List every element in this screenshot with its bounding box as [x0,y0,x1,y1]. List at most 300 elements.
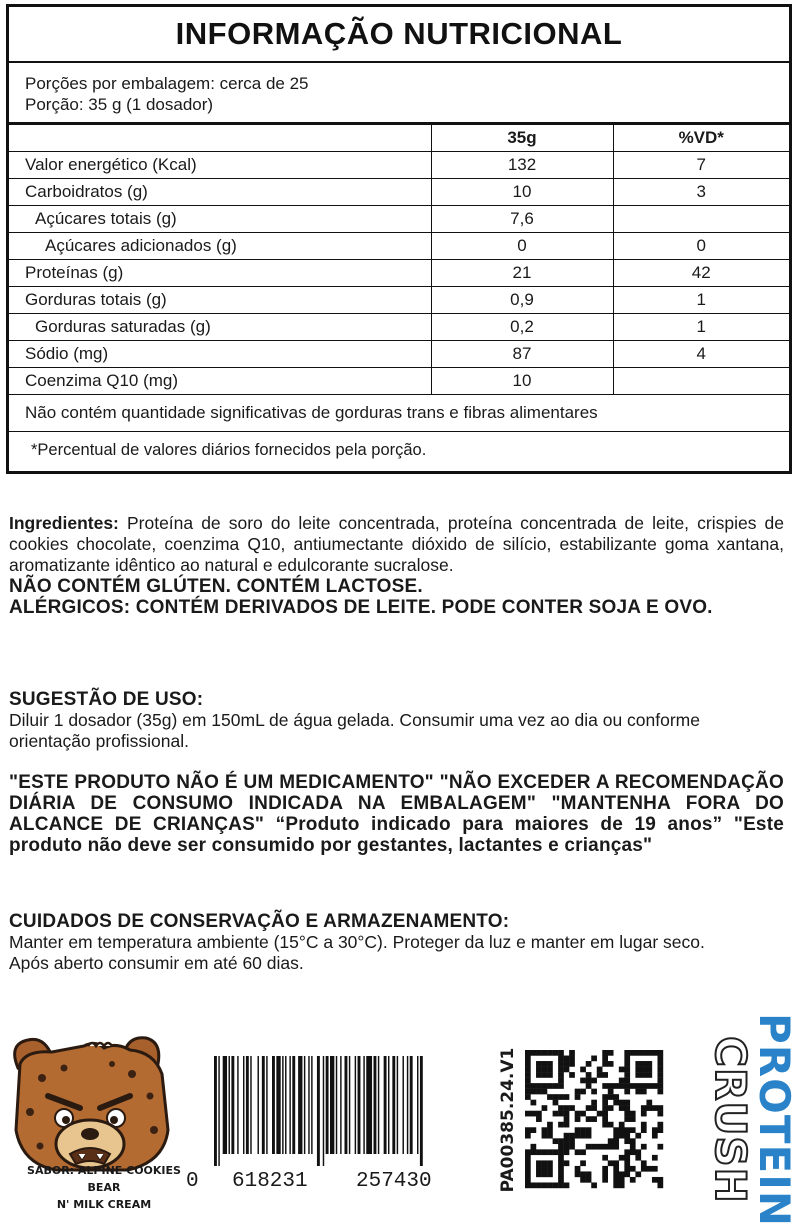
qr-module [597,1144,603,1150]
qr-module [619,1171,625,1177]
barcode-bar [326,1056,329,1154]
nutrient-qty: 0,2 [431,313,613,340]
barcode-left-digits: 618231 [232,1170,308,1193]
qr-module [542,1133,548,1139]
qr-module [591,1105,597,1111]
qr-module [586,1133,592,1139]
barcode-bar [388,1056,389,1154]
qr-module [602,1116,608,1122]
qr-module [608,1105,614,1111]
qr-module [531,1100,537,1106]
qr-module [646,1072,652,1078]
nutrient-vd: 42 [613,259,789,286]
barcode-lead-digit: 0 [186,1170,199,1193]
qr-module [564,1067,570,1073]
storage-section [9,911,784,974]
nutrient-vd [613,205,789,232]
qr-module [553,1111,559,1117]
qr-module [569,1138,575,1144]
qr-module [575,1133,581,1139]
qr-module [624,1083,630,1089]
qr-module [558,1149,564,1155]
qr-module [525,1177,531,1183]
qr-module [619,1100,625,1106]
storage-text: Manter em temperatura ambiente (15°C a 30°C). Proteger da luz e manter em lugar seco. [9,932,705,952]
qr-module [624,1160,630,1166]
qr-module [558,1067,564,1073]
qr-module [641,1144,647,1150]
qr-module [547,1050,553,1056]
ingredients-paragraph [9,513,784,576]
nutrient-label: Açúcares totais (g) [9,205,431,232]
qr-module [558,1061,564,1067]
qr-module [646,1067,652,1073]
qr-module [569,1105,575,1111]
nutrient-qty: 87 [431,340,613,367]
barcode-bar [397,1056,398,1154]
qr-module [531,1089,537,1095]
qr-module [531,1182,537,1188]
barcode-bar [237,1056,238,1154]
qr-module [542,1149,548,1155]
table-row [9,178,789,205]
qr-module [586,1177,592,1183]
qr-module [525,1056,531,1062]
barcode-bar [223,1056,227,1154]
qr-module [536,1050,542,1056]
qr-module [591,1078,597,1084]
qr-module [575,1127,581,1133]
qr-module [569,1061,575,1067]
barcode-bar [304,1056,305,1154]
qr-module [657,1089,663,1095]
qr-module [591,1100,597,1106]
qr-module [569,1056,575,1062]
barcode-bar [258,1056,259,1154]
qr-module [558,1182,564,1188]
qr-module [641,1050,647,1056]
barcode-bar [336,1056,337,1154]
qr-module [608,1144,614,1150]
table-row [9,205,789,232]
nutrient-vd: 3 [613,178,789,205]
cookie-bear-mascot-icon [4,1034,176,1174]
qr-module [525,1133,531,1139]
qr-module [564,1061,570,1067]
qr-module [652,1105,658,1111]
qr-module [580,1160,586,1166]
qr-module [525,1078,531,1084]
qr-module [608,1083,614,1089]
qr-module [630,1083,636,1089]
qr-module [564,1122,570,1128]
qr-module [564,1160,570,1166]
table-row [9,340,789,367]
qr-module [613,1166,619,1172]
nutrition-title: INFORMAÇÃO NUTRICIONAL [9,7,789,63]
qr-module [586,1127,592,1133]
qr-module [657,1127,663,1133]
qr-module [586,1105,592,1111]
nutrient-qty: 132 [431,151,613,178]
qr-module [542,1072,548,1078]
barcode-right-digits: 257430 [356,1170,432,1193]
flavor-line-1: SABOR: ALPINE COOKIES BEAR [27,1164,181,1194]
qr-module [580,1127,586,1133]
qr-module [641,1166,647,1172]
qr-module [624,1171,630,1177]
nutrient-vd: 1 [613,313,789,340]
qr-module [536,1111,542,1117]
barcode-bar [292,1056,295,1154]
qr-module [525,1072,531,1078]
qr-module [602,1144,608,1150]
qr-module [558,1122,564,1128]
qr-module [602,1050,608,1056]
brand-logo [706,1013,799,1227]
barcode-bar [384,1056,387,1154]
qr-module [564,1138,570,1144]
allergen-notice: ALÉRGICOS: CONTÉM DERIVADOS DE LEITE. PODE CONTER SOJA E OVO. [9,597,713,618]
warning-text: "ESTE PRODUTO NÃO É UM MEDICAMENTO" "NÃO EXCEDER A RECOMENDAÇÃO DIÁRIA DE CONSUMO INDICADA NA EMBALAGEM" "MANTENHA FORA DO ALCANCE DE CRIANÇAS" “Produto indicado para maiores de 19 anos” "Este produto não deve ser consumido por gestantes, lactantes e crianças" [9,772,784,856]
qr-module [564,1144,570,1150]
qr-module [635,1083,641,1089]
qr-module [652,1050,658,1056]
qr-module [536,1116,542,1122]
qr-module [646,1061,652,1067]
qr-module [635,1067,641,1073]
barcode-bar [363,1056,364,1154]
qr-module [553,1100,559,1106]
qr-module [608,1094,614,1100]
qr-module [619,1155,625,1161]
qr-module [652,1133,658,1139]
qr-module [641,1105,647,1111]
qr-module [558,1094,564,1100]
brand-line-2: CRUSH [706,1036,755,1204]
qr-module [580,1171,586,1177]
qr-module [525,1149,531,1155]
qr-module [657,1072,663,1078]
barcode-bar [340,1056,341,1154]
qr-module [619,1083,625,1089]
qr-module [531,1144,537,1150]
nutrient-label: Valor energético (Kcal) [9,151,431,178]
qr-module [602,1105,608,1111]
qr-module [624,1089,630,1095]
qr-module [602,1177,608,1183]
qr-module [619,1182,625,1188]
qr-module [542,1061,548,1067]
qr-module [536,1089,542,1095]
qr-module [558,1138,564,1144]
qr-module [591,1089,597,1095]
qr-module [542,1127,548,1133]
qr-module [553,1149,559,1155]
qr-module [641,1160,647,1166]
qr-module [580,1067,586,1073]
barcode-bar [311,1056,312,1154]
qr-module [536,1067,542,1073]
qr-module [652,1166,658,1172]
qr-module [564,1149,570,1155]
qr-module [558,1050,564,1056]
ingredients-label: Ingredientes: [9,513,119,533]
qr-module [624,1111,630,1117]
barcode-bar [378,1056,379,1154]
barcode-bar [214,1056,217,1166]
qr-module [542,1067,548,1073]
qr-code-icon [523,1050,689,1188]
qr-module [602,1122,608,1128]
vd-footnote: *Percentual de valores diários fornecidos pela porção. [31,440,427,459]
qr-module [624,1116,630,1122]
qr-module [641,1067,647,1073]
flavor-label [24,1162,184,1213]
qr-module [575,1166,581,1172]
qr-module [624,1166,630,1172]
qr-module [586,1061,592,1067]
table-row [9,232,789,259]
nutrition-facts-table [6,4,792,474]
qr-module [630,1116,636,1122]
qr-module [575,1111,581,1117]
qr-module [575,1171,581,1177]
qr-module [586,1083,592,1089]
qr-module [547,1072,553,1078]
qr-module [646,1166,652,1172]
qr-module [630,1177,636,1183]
qr-module [580,1133,586,1139]
nutrient-label: Açúcares adicionados (g) [9,232,431,259]
serving-size: Porção: 35 g (1 dosador) [25,95,214,114]
qr-module [624,1138,630,1144]
qr-module [646,1050,652,1056]
qr-module [553,1083,559,1089]
qr-module [657,1067,663,1073]
flavor-line-2: N' MILK CREAM [56,1198,152,1211]
qr-module [558,1160,564,1166]
usage-title: SUGESTÃO DE USO: [9,689,204,710]
qr-module [586,1072,592,1078]
qr-module [558,1166,564,1172]
barcode-bar [229,1056,230,1154]
barcode-bar [243,1056,244,1154]
qr-module [608,1050,614,1056]
qr-module [547,1133,553,1139]
qr-module [641,1061,647,1067]
qr-module [624,1061,630,1067]
qr-module [586,1116,592,1122]
barcode-bar [317,1056,320,1166]
qr-module [547,1171,553,1177]
brand-line-1: PROTEIN [750,1013,799,1227]
qr-module [536,1171,542,1177]
nutrient-label: Proteínas (g) [9,259,431,286]
qr-module [536,1160,542,1166]
qr-module [652,1127,658,1133]
qr-module [547,1061,553,1067]
serving-info [9,63,789,125]
qr-module [525,1083,531,1089]
qr-module [613,1171,619,1177]
qr-module [635,1050,641,1056]
qr-module [602,1155,608,1161]
qr-module [635,1171,641,1177]
qr-module [652,1155,658,1161]
qr-module [657,1111,663,1117]
qr-module [602,1111,608,1117]
qr-module [652,1083,658,1089]
qr-module [619,1105,625,1111]
ingredients-section [9,513,784,618]
qr-module [630,1050,636,1056]
nutrient-qty: 10 [431,178,613,205]
table-note-row [9,394,789,431]
qr-module [564,1182,570,1188]
qr-module [564,1116,570,1122]
qr-module [564,1133,570,1139]
qr-module [641,1083,647,1089]
nutrient-qty: 0 [431,232,613,259]
qr-module [608,1160,614,1166]
qr-module [558,1155,564,1161]
qr-module [553,1182,559,1188]
qr-module [624,1133,630,1139]
barcode-bar [366,1056,372,1154]
qr-module [564,1094,570,1100]
qr-module [646,1105,652,1111]
table-row [9,367,789,394]
qr-module [641,1072,647,1078]
qr-module [624,1078,630,1084]
qr-module [602,1072,608,1078]
qr-module [525,1094,531,1100]
barcode-bar [358,1056,361,1154]
barcode-bar [330,1056,334,1154]
nutrient-qty: 21 [431,259,613,286]
qr-module [542,1089,548,1095]
qr-module [613,1127,619,1133]
barcode-bar [345,1056,348,1154]
barcode-bar [298,1056,302,1154]
barcode-bar [349,1056,350,1154]
qr-module [624,1155,630,1161]
qr-module [542,1166,548,1172]
qr-module [525,1166,531,1172]
qr-module [558,1171,564,1177]
qr-module [547,1182,553,1188]
storage-opened-text: Após aberto consumir em até 60 dias. [9,953,304,973]
qr-module [602,1100,608,1106]
qr-module [630,1111,636,1117]
qr-module [630,1127,636,1133]
qr-module [525,1089,531,1095]
qr-module [525,1171,531,1177]
qr-module [553,1138,559,1144]
qr-module [635,1089,641,1095]
qr-module [619,1133,625,1139]
qr-module [630,1149,636,1155]
qr-module [586,1171,592,1177]
qr-module [547,1083,553,1089]
warning-section [9,772,784,856]
qr-module [558,1072,564,1078]
nutrient-vd: 1 [613,286,789,313]
barcode-bar [289,1056,290,1154]
barcode-bar [355,1056,356,1154]
qr-module [525,1061,531,1067]
qr-module [608,1122,614,1128]
ingredients-text: Proteína de soro do leite concentrada, proteína concentrada de leite, crispies de cookies chocolate, coenzima Q10, antiumectante dióxido de silício, estabilizante goma xantana, aromatizante idêntico ao natural e edulcorante sucralose. [9,513,784,575]
barcode-bar [407,1056,408,1154]
qr-module [536,1149,542,1155]
qr-module [657,1083,663,1089]
nutrient-table [9,125,789,432]
qr-module [580,1149,586,1155]
barcode-bar [272,1056,275,1154]
gluten-lactose-notice: NÃO CONTÉM GLÚTEN. CONTÉM LACTOSE. [9,576,423,597]
qr-module [613,1100,619,1106]
barcode-bar [266,1056,267,1154]
qr-module [652,1177,658,1183]
qr-module [613,1083,619,1089]
qr-module [547,1160,553,1166]
qr-module [635,1133,641,1139]
qr-module [531,1083,537,1089]
qr-module [619,1177,625,1183]
barcode-bar [282,1056,283,1154]
qr-module [608,1061,614,1067]
qr-module [525,1127,531,1133]
qr-module [641,1089,647,1095]
nutrient-label: Coenzima Q10 (mg) [9,367,431,394]
usage-text: Diluir 1 dosador (35g) em 150mL de água gelada. Consumir uma vez ao dia ou conforme orientação profissional. [9,710,700,751]
qr-module [558,1177,564,1183]
qr-module [657,1050,663,1056]
qr-module [558,1105,564,1111]
qr-module [564,1111,570,1117]
qr-module [613,1160,619,1166]
nutrient-qty: 10 [431,367,613,394]
barcode-bar [262,1056,265,1154]
barcode-bar [403,1056,404,1154]
barcode-bar [410,1056,413,1154]
qr-module [641,1127,647,1133]
qr-module [586,1144,592,1150]
qr-module [542,1160,548,1166]
header-qty: 35g [431,125,613,151]
lot-code: PA00385.24.V1 [498,1047,518,1193]
qr-module [569,1144,575,1150]
table-row [9,151,789,178]
qr-module [602,1056,608,1062]
nutrient-label: Gorduras totais (g) [9,286,431,313]
qr-module [525,1111,531,1117]
qr-module [602,1166,608,1172]
qr-module [558,1056,564,1062]
qr-module [564,1105,570,1111]
qr-module [635,1072,641,1078]
nutrient-label: Sódio (mg) [9,340,431,367]
barcode-bar [246,1056,249,1154]
barcode-bar [374,1056,377,1154]
qr-module [525,1160,531,1166]
qr-module [558,1083,564,1089]
qr-module [613,1144,619,1150]
qr-module [580,1078,586,1084]
trans-fat-note: Não contém quantidade significativas de gorduras trans e fibras alimentares [9,394,789,431]
